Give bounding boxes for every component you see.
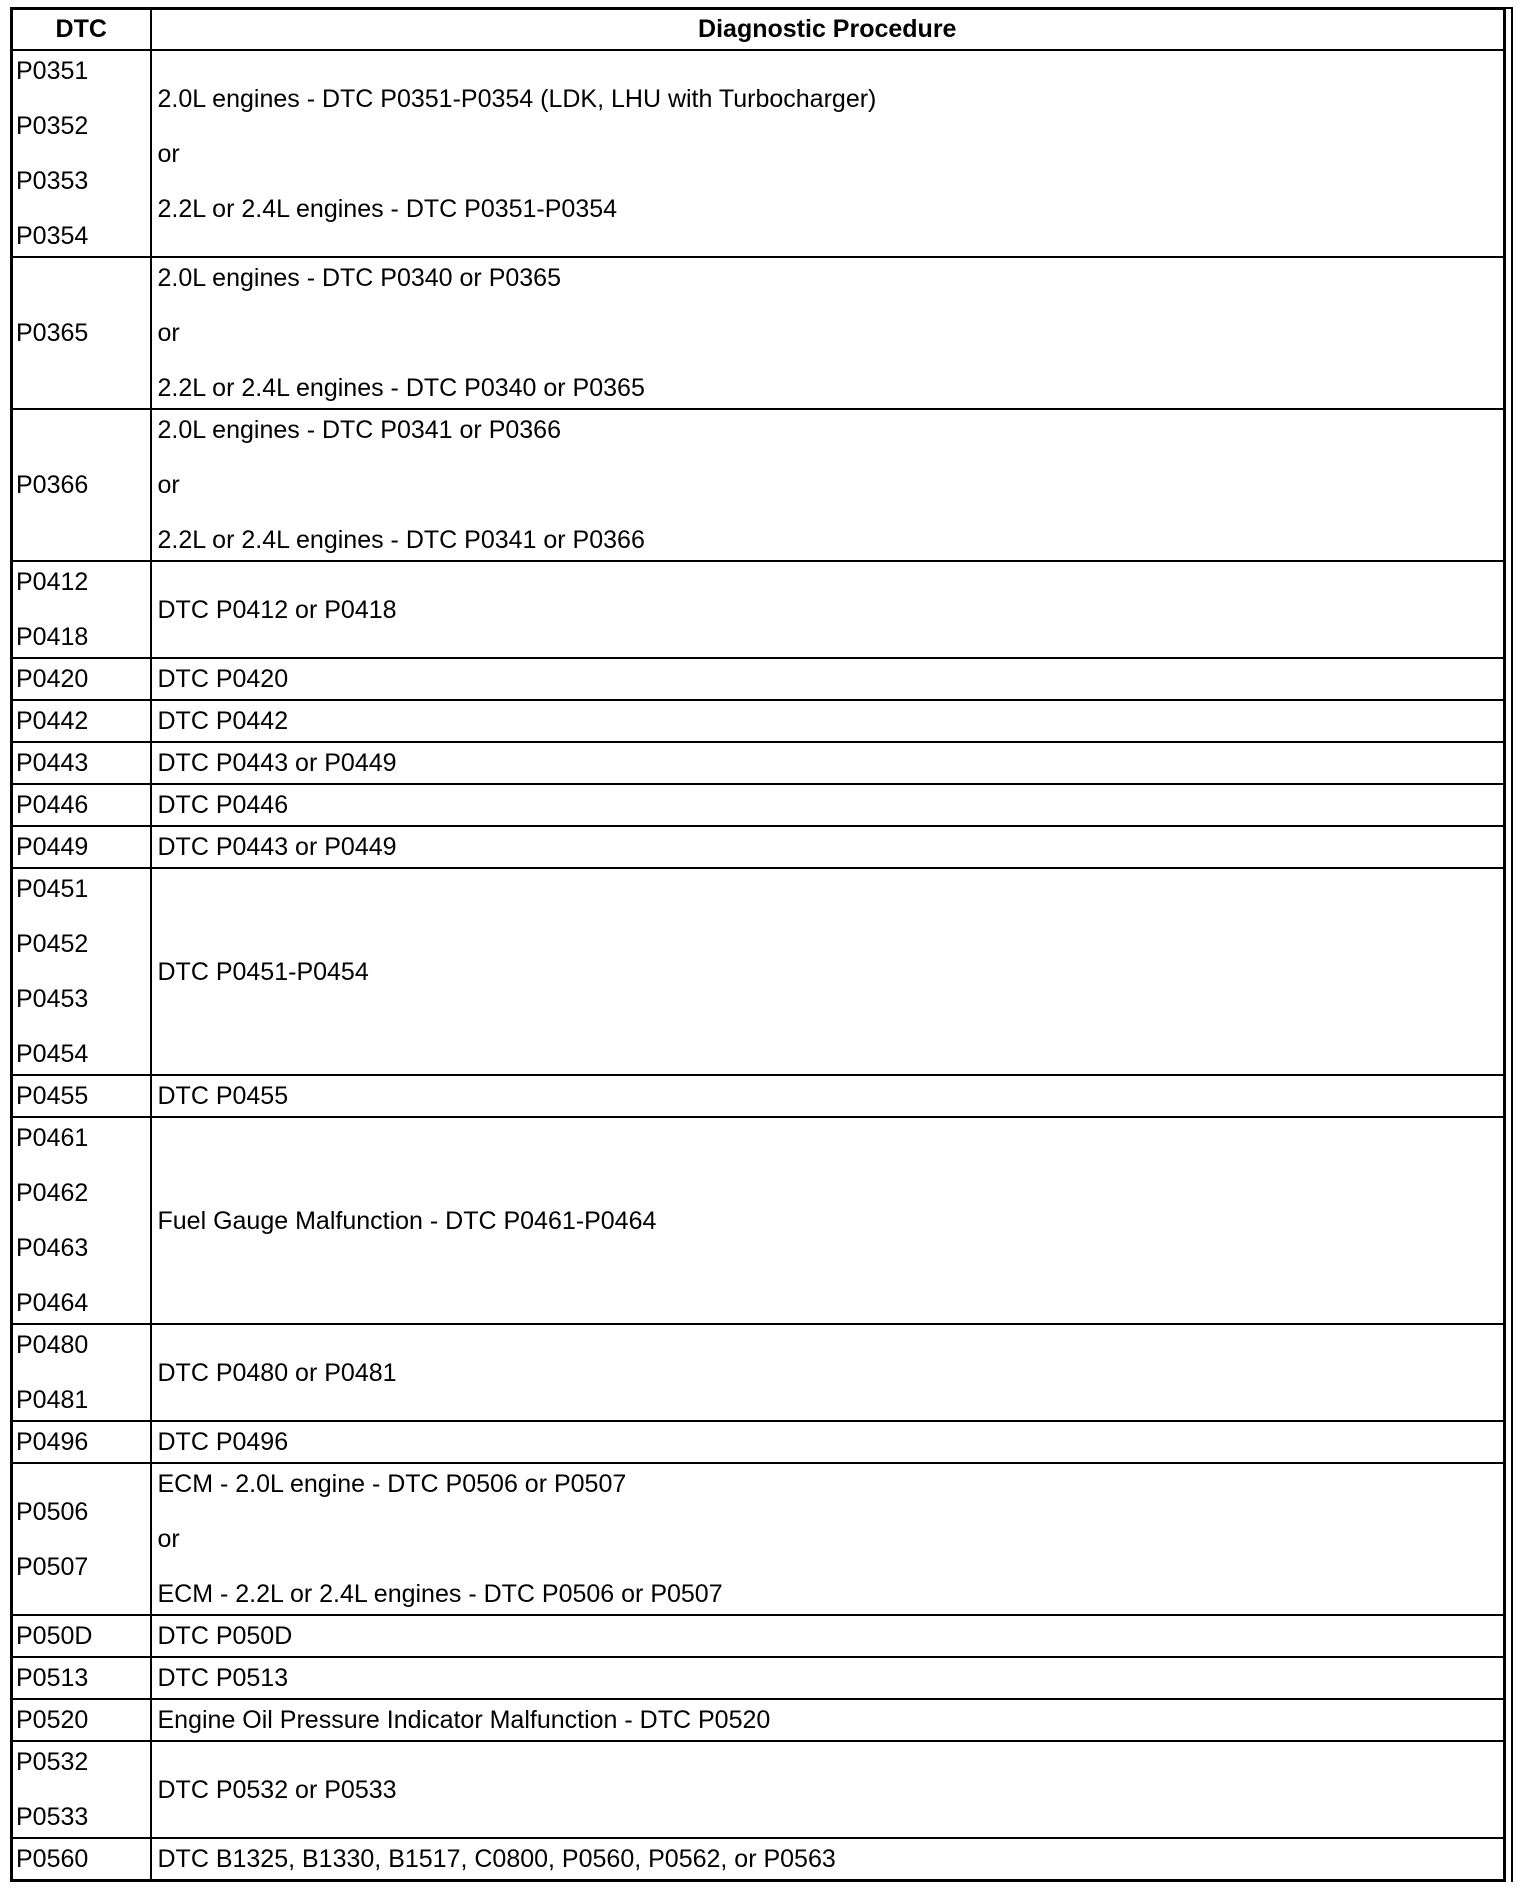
procedure-text: or (157, 1525, 180, 1553)
procedure-text: 2.0L engines - DTC P0340 or P0365 (157, 264, 561, 292)
procedure-text: DTC P0513 (157, 1664, 289, 1692)
dtc-code: P0353 (16, 167, 89, 195)
dtc-cell (12, 1421, 151, 1463)
dtc-cell (12, 257, 151, 409)
table-row (12, 1463, 1505, 1615)
table-row (12, 784, 1505, 826)
dtc-code: P0454 (16, 1040, 89, 1068)
dtc-code: P0352 (16, 112, 89, 140)
table-row (12, 257, 1505, 409)
procedure-text: DTC P0443 or P0449 (157, 833, 397, 861)
procedure-text: or (157, 471, 180, 499)
dtc-cell (12, 1615, 151, 1657)
table-row (12, 826, 1505, 868)
procedure-text: or (157, 139, 180, 168)
procedure-text: DTC P0532 or P0533 (157, 1775, 397, 1804)
dtc-cell (12, 409, 151, 561)
procedure-text: 2.0L engines - DTC P0351-P0354 (LDK, LHU with Turbocharger) (157, 84, 877, 113)
dtc-code: P0506 (16, 1497, 89, 1526)
table-row (12, 868, 1505, 1075)
dtc-code: P0455 (16, 1082, 89, 1110)
procedure-text: 2.0L engines - DTC P0341 or P0366 (157, 416, 561, 444)
procedure-cell (151, 1838, 1505, 1881)
table-row (12, 1421, 1505, 1463)
procedure-text: DTC P050D (157, 1622, 293, 1650)
table-row (12, 742, 1505, 784)
procedure-cell (151, 1421, 1505, 1463)
dtc-cell (12, 1463, 151, 1615)
procedure-text: Fuel Gauge Malfunction - DTC P0461-P0464 (157, 1206, 657, 1235)
procedure-cell (151, 1324, 1505, 1421)
procedure-cell (151, 868, 1505, 1075)
table-row (12, 1657, 1505, 1699)
dtc-code: P0461 (16, 1124, 89, 1152)
procedure-text: DTC P0420 (157, 665, 289, 693)
dtc-table (10, 7, 1506, 1882)
dtc-code: P0532 (16, 1748, 89, 1776)
dtc-cell (12, 1657, 151, 1699)
dtc-cell (12, 1075, 151, 1117)
dtc-code: P0446 (16, 791, 89, 819)
dtc-code: P0513 (16, 1664, 89, 1692)
dtc-code: P0480 (16, 1331, 89, 1359)
dtc-cell (12, 742, 151, 784)
procedure-text: DTC B1325, B1330, B1517, C0800, P0560, P0562, or P0563 (157, 1845, 836, 1873)
procedure-cell (151, 1463, 1505, 1615)
dtc-code: P0464 (16, 1289, 89, 1317)
procedure-text: 2.2L or 2.4L engines - DTC P0351-P0354 (157, 194, 618, 223)
procedure-text: Engine Oil Pressure Indicator Malfunction - DTC P0520 (157, 1706, 771, 1734)
dtc-code: P0354 (16, 222, 89, 250)
procedure-text: DTC P0496 (157, 1428, 289, 1456)
dtc-cell (12, 50, 151, 257)
procedure-text: ECM - 2.2L or 2.4L engines - DTC P0506 or P0507 (157, 1580, 723, 1608)
dtc-code: P0462 (16, 1179, 89, 1207)
table-row (12, 1699, 1505, 1741)
procedure-cell (151, 1657, 1505, 1699)
dtc-code: P0366 (16, 471, 89, 499)
dtc-code: P0452 (16, 930, 89, 958)
dtc-code: P0481 (16, 1386, 89, 1414)
procedure-text: DTC P0455 (157, 1082, 289, 1110)
dtc-code: P0533 (16, 1803, 89, 1831)
header-dtc: DTC (12, 9, 151, 51)
dtc-code: P0451 (16, 875, 89, 903)
dtc-cell (12, 826, 151, 868)
procedure-cell (151, 784, 1505, 826)
procedure-text: DTC P0412 or P0418 (157, 595, 397, 624)
procedure-cell (151, 1741, 1505, 1838)
dtc-cell (12, 784, 151, 826)
table-row (12, 658, 1505, 700)
right-border-line (1511, 7, 1513, 1882)
dtc-code: P0351 (16, 57, 89, 85)
procedure-cell (151, 1117, 1505, 1324)
dtc-code: P050D (16, 1622, 93, 1650)
dtc-cell (12, 700, 151, 742)
table-row (12, 1838, 1505, 1881)
procedure-text: DTC P0451-P0454 (157, 957, 369, 986)
dtc-code: P0453 (16, 985, 89, 1013)
procedure-cell (151, 1699, 1505, 1741)
procedure-cell (151, 50, 1505, 257)
procedure-cell (151, 826, 1505, 868)
dtc-cell (12, 1117, 151, 1324)
dtc-code: P0443 (16, 749, 89, 777)
dtc-code: P0560 (16, 1845, 89, 1873)
dtc-code: P0420 (16, 665, 89, 693)
dtc-cell (12, 1741, 151, 1838)
procedure-cell (151, 742, 1505, 784)
procedure-text: DTC P0446 (157, 791, 289, 819)
procedure-cell (151, 409, 1505, 561)
table-row (12, 700, 1505, 742)
dtc-cell (12, 1838, 151, 1881)
dtc-cell (12, 868, 151, 1075)
procedure-cell (151, 700, 1505, 742)
dtc-cell (12, 1699, 151, 1741)
table-row (12, 1117, 1505, 1324)
dtc-code: P0442 (16, 707, 89, 735)
dtc-code: P0507 (16, 1552, 89, 1581)
header-procedure: Diagnostic Procedure (151, 9, 1505, 51)
dtc-cell (12, 1324, 151, 1421)
procedure-text: DTC P0443 or P0449 (157, 749, 397, 777)
dtc-code: P0463 (16, 1234, 89, 1262)
header-row (12, 9, 1505, 51)
procedure-cell (151, 1615, 1505, 1657)
dtc-code: P0365 (16, 319, 89, 347)
procedure-text: DTC P0442 (157, 707, 289, 735)
dtc-code: P0412 (16, 568, 89, 596)
dtc-code: P0449 (16, 833, 89, 861)
procedure-text: or (157, 319, 180, 347)
table-row (12, 1324, 1505, 1421)
dtc-code: P0520 (16, 1706, 89, 1734)
procedure-text: 2.2L or 2.4L engines - DTC P0341 or P0366 (157, 526, 645, 554)
table-row (12, 561, 1505, 658)
dtc-cell (12, 561, 151, 658)
procedure-text: DTC P0480 or P0481 (157, 1358, 397, 1387)
table-row (12, 1741, 1505, 1838)
table-row (12, 1615, 1505, 1657)
procedure-cell (151, 658, 1505, 700)
procedure-text: 2.2L or 2.4L engines - DTC P0340 or P0365 (157, 374, 645, 402)
procedure-cell (151, 561, 1505, 658)
dtc-code: P0496 (16, 1428, 89, 1456)
procedure-cell (151, 257, 1505, 409)
table-row (12, 1075, 1505, 1117)
dtc-code: P0418 (16, 623, 89, 651)
table-row (12, 409, 1505, 561)
dtc-cell (12, 658, 151, 700)
procedure-cell (151, 1075, 1505, 1117)
procedure-text: ECM - 2.0L engine - DTC P0506 or P0507 (157, 1470, 627, 1498)
table-row (12, 50, 1505, 257)
